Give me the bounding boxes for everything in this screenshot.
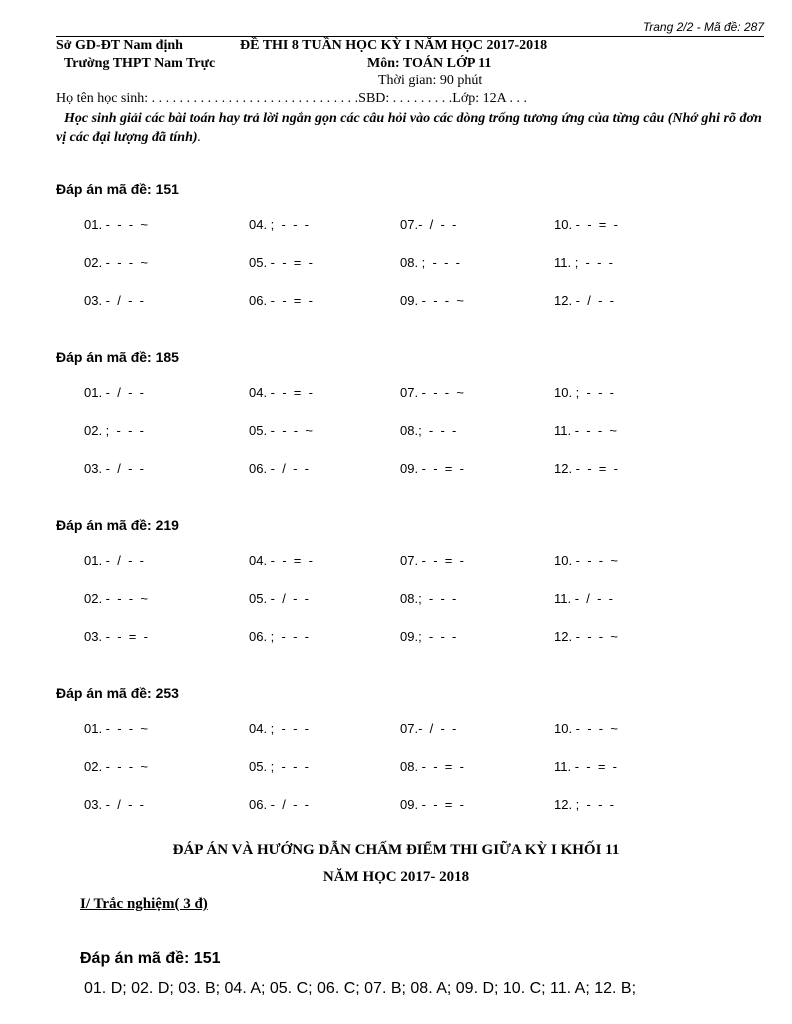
answer-cell: 01. - - - ~ [84,721,148,736]
department-name: Sở GD-ĐT Nam định [56,38,183,53]
instructions-main: Học sinh giải các bài toán hay trả lời ngắn gọn các câu hỏi vào các dòng trống tương ứng của từng câu (Nhớ ghi rõ đơn vị các đại lượng đã tính) [56,111,762,145]
answer-sheet-253-title: Đáp án mã đề: 253 [56,685,179,701]
answer-cell: 12. - - - ~ [554,629,618,644]
duration-label: Thời gian: 90 phút [378,73,483,88]
answer-cell: 08. ; - - - [400,255,460,270]
answer-cell: 07. - - - ~ [400,385,464,400]
instructions-tail: . [197,130,202,145]
answer-cell: 07. - - = - [400,553,464,568]
answer-cell: 02. - - - ~ [84,759,148,774]
answer-cell: 09. - - - ~ [400,293,464,308]
answer-cell: 01. - / - - [84,553,144,568]
answer-cell: 04. - - = - [249,385,313,400]
answer-cell: 06. - / - - [249,797,309,812]
answer-cell: 10. - - - ~ [554,721,618,736]
answer-cell: 06. - / - - [249,461,309,476]
answer-cell: 05. - - - ~ [249,423,313,438]
answer-cell: 10. - - - ~ [554,553,618,568]
answer-cell: 10. ; - - - [554,385,614,400]
answer-cell: 11. - - - ~ [554,423,617,438]
answer-cell: 08. - - = - [400,759,464,774]
answer-cell: 03. - / - - [84,797,144,812]
answer-cell: 11. ; - - - [554,255,613,270]
answer-sheet-185-title: Đáp án mã đề: 185 [56,349,179,365]
answer-cell: 04. ; - - - [249,721,309,736]
part-label: I/ Trắc nghiệm( 3 đ) [80,896,208,912]
answer-cell: 08.; - - - [400,591,457,606]
answer-cell: 03. - / - - [84,461,144,476]
answer-key-title: Đáp án mã đề: 151 [80,950,221,967]
answer-cell: 06. ; - - - [249,629,309,644]
answer-cell: 04. - - = - [249,553,313,568]
answer-cell: 11. - / - - [554,591,613,606]
answer-cell: 03. - / - - [84,293,144,308]
answer-cell: 06. - - = - [249,293,313,308]
answer-cell: 12. ; - - - [554,797,614,812]
school-name: Trường THPT Nam Trực [64,56,216,71]
answer-cell: 02. - - - ~ [84,591,148,606]
grading-year: NĂM HỌC 2017- 2018 [322,869,470,885]
exam-title: ĐỀ THI 8 TUẦN HỌC KỲ I NĂM HỌC 2017-2018 [240,38,548,53]
page-header: Trang 2/2 - Mã đề: 287 [642,20,764,34]
grading-title: ĐÁP ÁN VÀ HƯỚNG DẪN CHẤM ĐIỂM THI GIỮA KỲ I KHỐI 11 [172,842,620,858]
answer-cell: 04. ; - - - [249,217,309,232]
answer-sheet-219-title: Đáp án mã đề: 219 [56,517,179,533]
answer-cell: 09.; - - - [400,629,457,644]
answer-cell: 09. - - = - [400,797,464,812]
answer-cell: 05. ; - - - [249,759,309,774]
answer-cell: 12. - / - - [554,293,614,308]
answer-cell: 10. - - = - [554,217,618,232]
answer-key-line: 01. D; 02. D; 03. B; 04. A; 05. C; 06. C; 07. B; 08. A; 09. D; 10. C; 11. A; 12. B; [84,980,637,997]
answer-cell: 01. - / - - [84,385,144,400]
answer-cell: 05. - - = - [249,255,313,270]
instructions-text [56,109,766,147]
answer-sheet-151-title: Đáp án mã đề: 151 [56,181,179,197]
answer-cell: 07.- / - - [400,721,457,736]
answer-cell: 02. - - - ~ [84,255,148,270]
header-rule [56,36,764,37]
answer-cell: 03. - - = - [84,629,148,644]
student-info-line: Họ tên học sinh: . . . . . . . . . . . . . . . . . . . . . . . . . . . . . .SBD: . . . . . . . . .Lớp: 12A . . . [56,91,527,106]
subject-label: Môn: TOÁN LỚP 11 [367,56,492,71]
answer-cell: 08.; - - - [400,423,457,438]
answer-cell: 07.- / - - [400,217,457,232]
answer-cell: 11. - - = - [554,759,617,774]
answer-cell: 01. - - - ~ [84,217,148,232]
answer-cell: 05. - / - - [249,591,309,606]
answer-cell: 12. - - = - [554,461,618,476]
answer-cell: 02. ; - - - [84,423,144,438]
answer-cell: 09. - - = - [400,461,464,476]
